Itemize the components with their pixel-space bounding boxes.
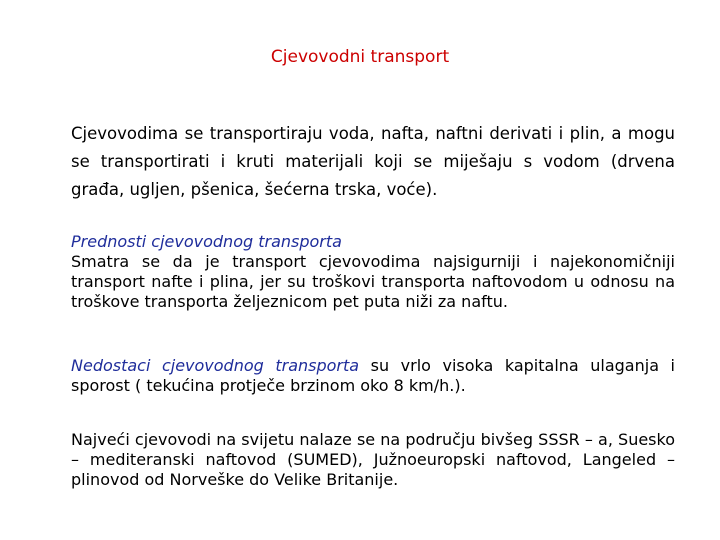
disadvantages-text: su vrlo visoka kapitalna ulaganja i sporost ( tekućina protječe brzinom oko 8 km/h.). <box>71 356 675 395</box>
advantages-paragraph <box>71 232 675 312</box>
intro-paragraph: Cjevovodima se transportiraju voda, nafta, naftni derivati i plin, a mogu se transportirati i kruti materijali koji se miješaju s vodom (drvena građa, ugljen, pšenica, šećerna trska, voće). <box>71 124 675 199</box>
slide-title: Cjevovodni transport <box>270 47 450 67</box>
advantages-text: Smatra se da je transport cjevovodima najsigurniji i najekonomičniji transport nafte i plina, jer su troškovi transporta naftovodom u odnosu na troškove transporta željeznicom pet puta niži za naftu. <box>71 252 675 311</box>
disadvantages-paragraph <box>71 356 675 396</box>
disadvantages-heading: Nedostaci cjevovodnog transporta <box>71 356 360 375</box>
largest-pipelines-paragraph: Najveći cjevovodi na svijetu nalaze se na području bivšeg SSSR – a, Suesko – mediteranski naftovod (SUMED), Južnoeuropski naftovod, Langeled – plinovod od Norveške do Velike Britanije. <box>71 430 675 489</box>
advantages-heading: Prednosti cjevovodnog transporta <box>71 232 342 251</box>
